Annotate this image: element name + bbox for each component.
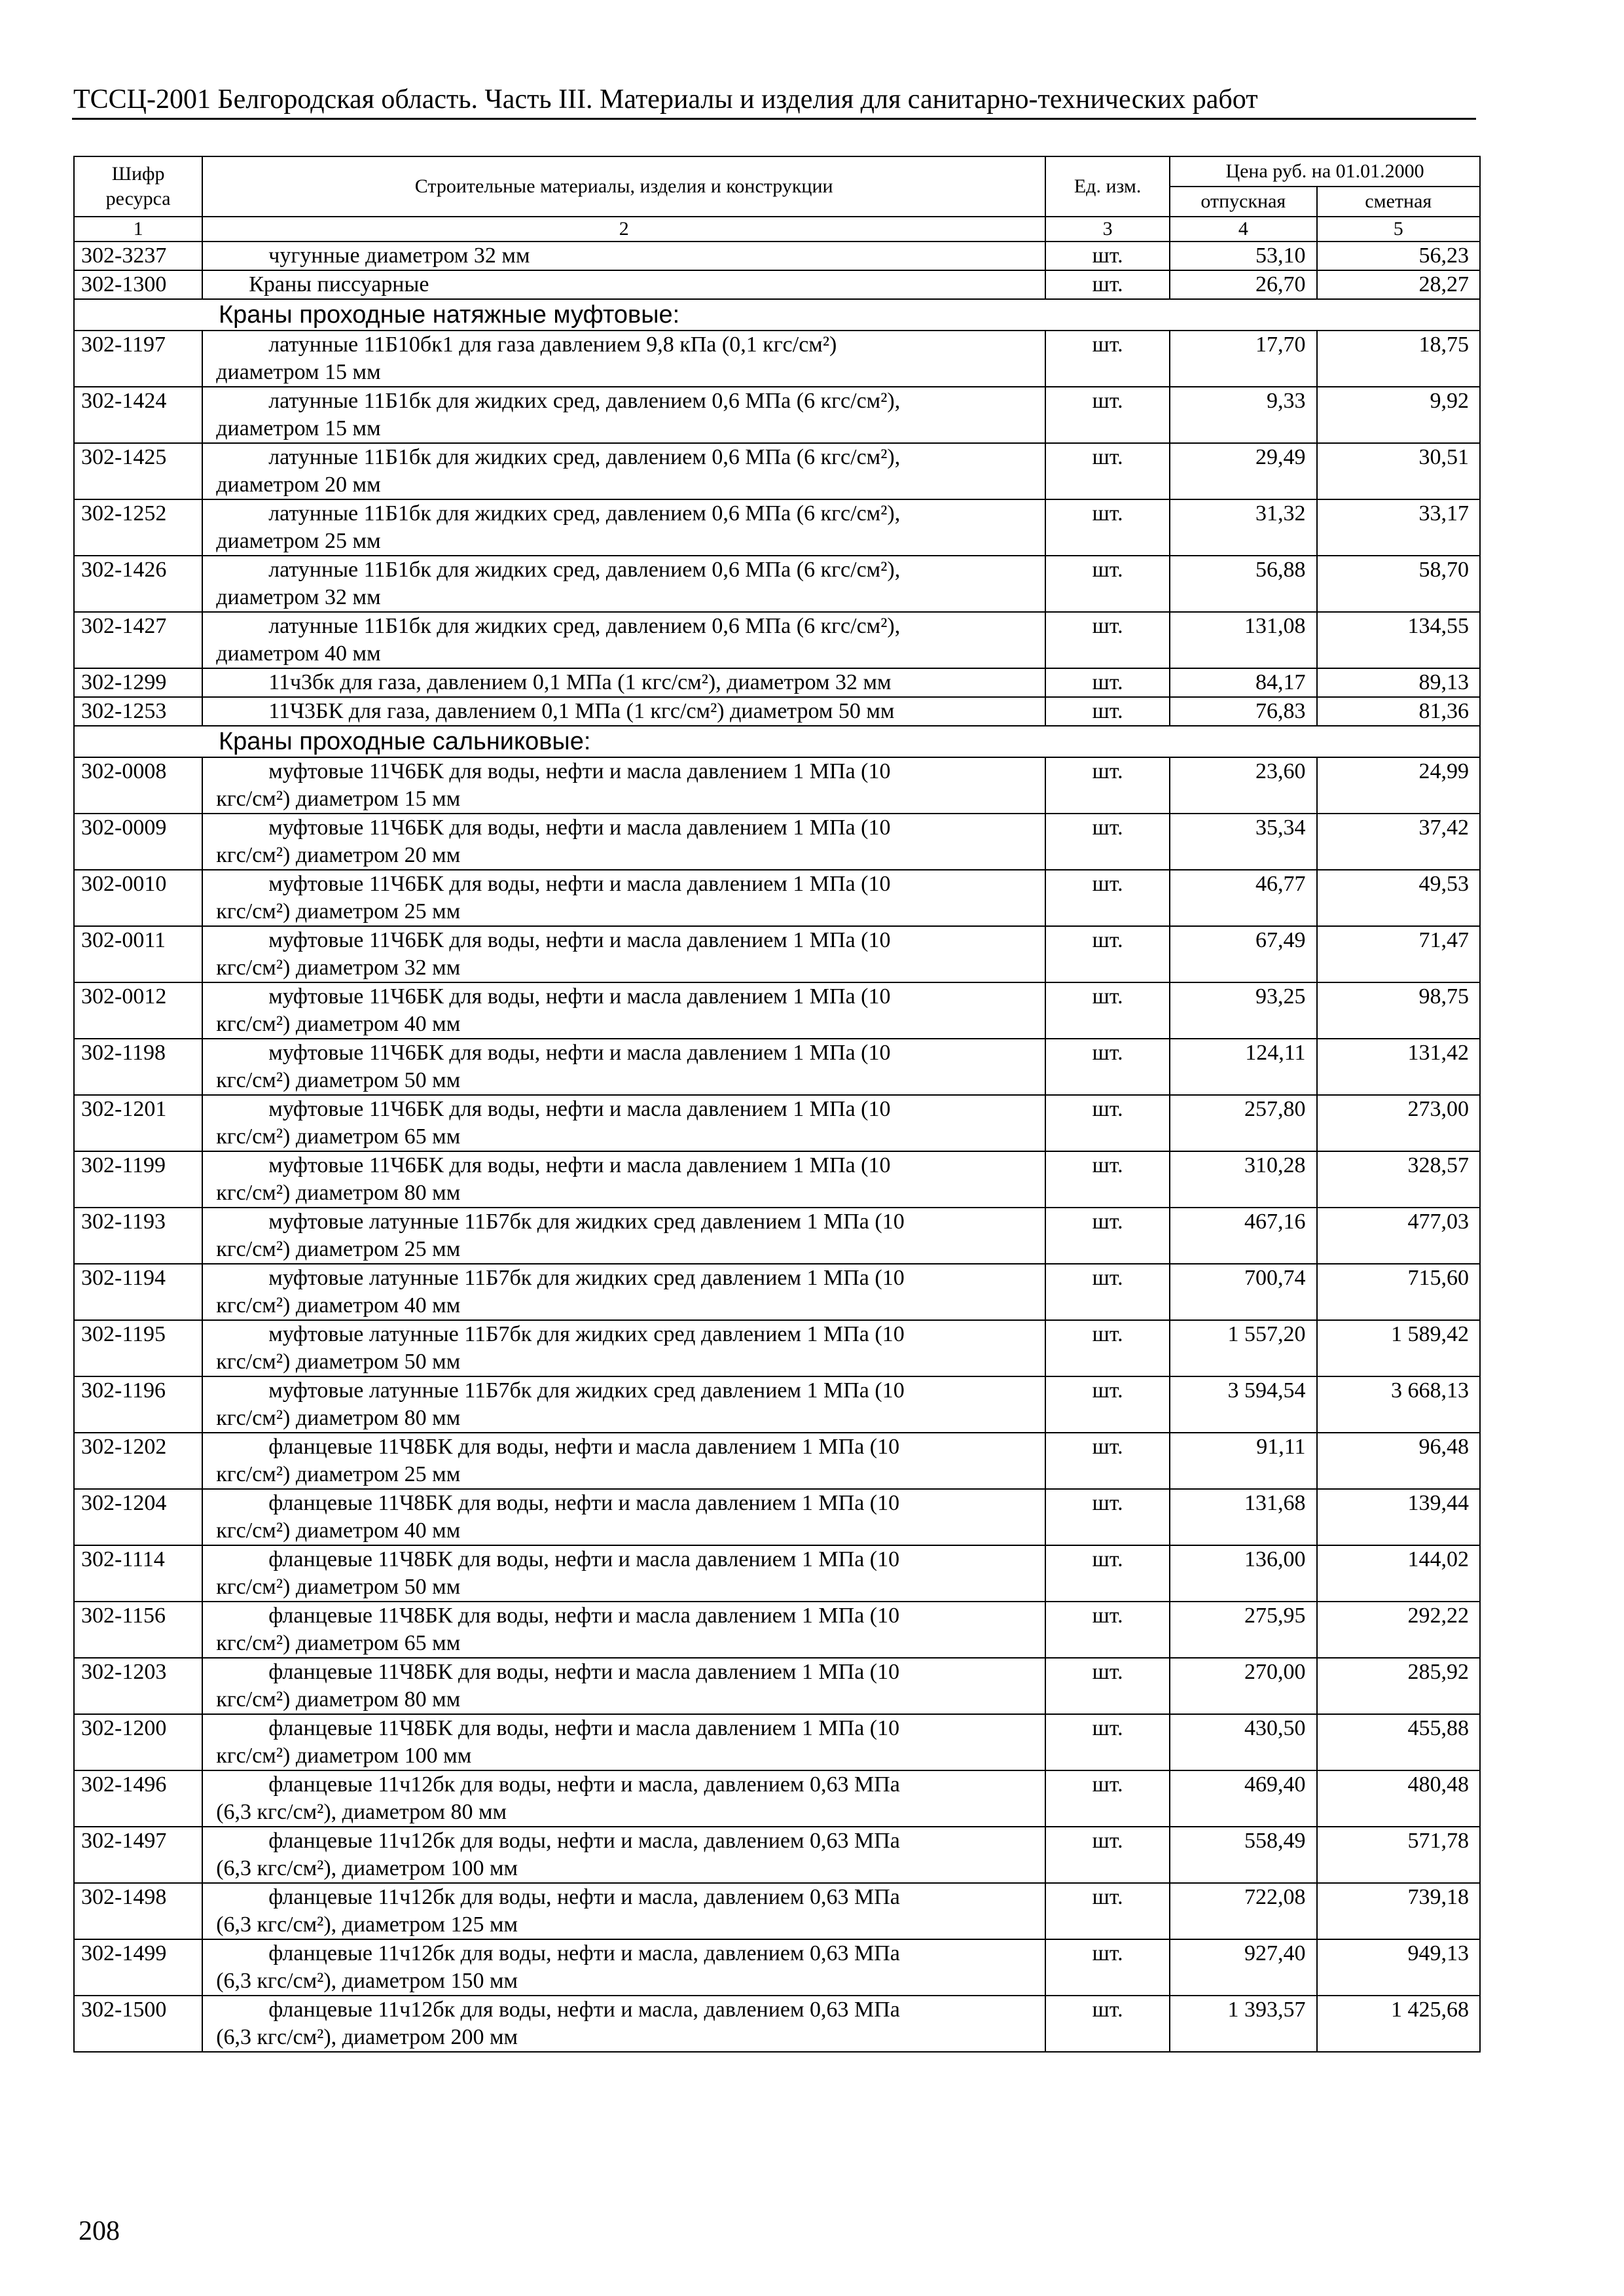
estimate-price: 131,42 bbox=[1317, 1039, 1480, 1095]
section-title: Краны проходные сальниковые: bbox=[74, 726, 1480, 757]
release-price: 3 594,54 bbox=[1170, 1376, 1316, 1433]
material-name bbox=[202, 697, 1045, 726]
release-price: 469,40 bbox=[1170, 1770, 1316, 1827]
release-price: 1 393,57 bbox=[1170, 1996, 1316, 2052]
header-name: Строительные материалы, изделия и конструкции bbox=[202, 156, 1045, 217]
material-name-line1: муфтовые 11Ч6БК для воды, нефти и масла давлением 1 МПа (10 bbox=[268, 872, 891, 896]
release-price: 430,50 bbox=[1170, 1714, 1316, 1770]
table-row bbox=[74, 870, 1480, 926]
material-name-line2: кгс/см²) диаметром 100 мм bbox=[216, 1744, 472, 1768]
section-title: Краны проходные натяжные муфтовые: bbox=[74, 299, 1480, 331]
release-price: 56,88 bbox=[1170, 556, 1316, 612]
table-row bbox=[74, 1658, 1480, 1714]
material-name-line1: 11ч3бк для газа, давлением 0,1 МПа (1 кгс/см²), диаметром 32 мм bbox=[268, 670, 892, 694]
estimate-price: 49,53 bbox=[1317, 870, 1480, 926]
estimate-price: 328,57 bbox=[1317, 1151, 1480, 1208]
resource-code: 302-1201 bbox=[74, 1095, 202, 1151]
release-price: 136,00 bbox=[1170, 1545, 1316, 1602]
unit-cell: шт. bbox=[1045, 757, 1170, 814]
estimate-price: 285,92 bbox=[1317, 1658, 1480, 1714]
unit-cell: шт. bbox=[1045, 982, 1170, 1039]
column-number: 2 bbox=[202, 217, 1045, 242]
column-number: 3 bbox=[1045, 217, 1170, 242]
material-name-line2: (6,3 кгс/см²), диаметром 100 мм bbox=[216, 1856, 518, 1880]
release-price: 26,70 bbox=[1170, 270, 1316, 299]
resource-code: 302-1499 bbox=[74, 1939, 202, 1996]
unit-cell: шт. bbox=[1045, 1883, 1170, 1939]
material-name bbox=[202, 1996, 1045, 2052]
estimate-price: 571,78 bbox=[1317, 1827, 1480, 1883]
estimate-price: 96,48 bbox=[1317, 1433, 1480, 1489]
material-name-line2: кгс/см²) диаметром 40 мм bbox=[216, 1293, 461, 1318]
release-price: 93,25 bbox=[1170, 982, 1316, 1039]
release-price: 131,08 bbox=[1170, 612, 1316, 668]
release-price: 91,11 bbox=[1170, 1433, 1316, 1489]
material-name-line2: кгс/см²) диаметром 25 мм bbox=[216, 1237, 461, 1261]
resource-code: 302-1194 bbox=[74, 1264, 202, 1320]
release-price: 558,49 bbox=[1170, 1827, 1316, 1883]
material-name bbox=[202, 443, 1045, 499]
material-name-line1: фланцевые 11Ч8БК для воды, нефти и масла давлением 1 МПа (10 bbox=[268, 1547, 900, 1571]
estimate-price: 28,27 bbox=[1317, 270, 1480, 299]
table-row bbox=[74, 982, 1480, 1039]
resource-code: 302-1253 bbox=[74, 697, 202, 726]
unit-cell: шт. bbox=[1045, 1264, 1170, 1320]
unit-cell: шт. bbox=[1045, 814, 1170, 870]
table-row bbox=[74, 1320, 1480, 1376]
release-price: 35,34 bbox=[1170, 814, 1316, 870]
table-row bbox=[74, 1996, 1480, 2052]
table-row bbox=[74, 1433, 1480, 1489]
resource-code: 302-1156 bbox=[74, 1602, 202, 1658]
estimate-price: 30,51 bbox=[1317, 443, 1480, 499]
estimate-price: 33,17 bbox=[1317, 499, 1480, 556]
material-name bbox=[202, 1376, 1045, 1433]
table-row bbox=[74, 1939, 1480, 1996]
unit-cell: шт. bbox=[1045, 1714, 1170, 1770]
material-name-line2: диаметром 15 мм bbox=[216, 360, 381, 384]
resource-code: 302-0010 bbox=[74, 870, 202, 926]
material-name-line2: кгс/см²) диаметром 15 мм bbox=[216, 787, 461, 811]
table-row bbox=[74, 1039, 1480, 1095]
resource-code: 302-1252 bbox=[74, 499, 202, 556]
unit-cell: шт. bbox=[1045, 1770, 1170, 1827]
material-name-line2: кгс/см²) диаметром 50 мм bbox=[216, 1350, 461, 1374]
resource-code: 302-0011 bbox=[74, 926, 202, 982]
material-name-line1: фланцевые 11Ч8БК для воды, нефти и масла давлением 1 МПа (10 bbox=[268, 1716, 900, 1740]
material-name-line1: латунные 11Б10бк1 для газа давлением 9,8 кПа (0,1 кгс/см²) bbox=[268, 332, 837, 357]
material-name-line2: кгс/см²) диаметром 50 мм bbox=[216, 1068, 461, 1092]
header-price: Цена руб. на 01.01.2000 bbox=[1170, 156, 1480, 187]
header-unit: Ед. изм. bbox=[1045, 156, 1170, 217]
material-name-line1: фланцевые 11ч12бк для воды, нефти и масла, давлением 0,63 МПа bbox=[268, 1772, 900, 1797]
resource-code: 302-1300 bbox=[74, 270, 202, 299]
estimate-price: 949,13 bbox=[1317, 1939, 1480, 1996]
release-price: 275,95 bbox=[1170, 1602, 1316, 1658]
table-row bbox=[74, 1208, 1480, 1264]
material-name-line1: фланцевые 11ч12бк для воды, нефти и масла, давлением 0,63 МПа bbox=[268, 1885, 900, 1909]
estimate-price: 134,55 bbox=[1317, 612, 1480, 668]
material-name-line1: латунные 11Б1бк для жидких сред, давлением 0,6 МПа (6 кгс/см²), bbox=[268, 558, 901, 582]
estimate-price: 56,23 bbox=[1317, 242, 1480, 270]
material-name bbox=[202, 1151, 1045, 1208]
release-price: 9,33 bbox=[1170, 387, 1316, 443]
resource-code: 302-1427 bbox=[74, 612, 202, 668]
material-name bbox=[202, 1827, 1045, 1883]
header-code: Шифр ресурса bbox=[74, 156, 202, 217]
material-name-line1: латунные 11Б1бк для жидких сред, давлением 0,6 МПа (6 кгс/см²), bbox=[268, 614, 901, 638]
material-name-line2: диаметром 25 мм bbox=[216, 529, 381, 553]
material-name bbox=[202, 1095, 1045, 1151]
section-header-row bbox=[74, 726, 1480, 757]
estimate-price: 1 425,68 bbox=[1317, 1996, 1480, 2052]
material-name-line2: кгс/см²) диаметром 20 мм bbox=[216, 843, 461, 867]
table-row bbox=[74, 814, 1480, 870]
material-name-line1: муфтовые 11Ч6БК для воды, нефти и масла давлением 1 МПа (10 bbox=[268, 759, 891, 783]
table-row bbox=[74, 1602, 1480, 1658]
release-price: 17,70 bbox=[1170, 331, 1316, 387]
release-price: 467,16 bbox=[1170, 1208, 1316, 1264]
unit-cell: шт. bbox=[1045, 926, 1170, 982]
material-name-line2: (6,3 кгс/см²), диаметром 80 мм bbox=[216, 1800, 507, 1824]
estimate-price: 37,42 bbox=[1317, 814, 1480, 870]
resource-code: 302-1500 bbox=[74, 1996, 202, 2052]
estimate-price: 18,75 bbox=[1317, 331, 1480, 387]
release-price: 310,28 bbox=[1170, 1151, 1316, 1208]
resource-code: 302-1195 bbox=[74, 1320, 202, 1376]
estimate-price: 24,99 bbox=[1317, 757, 1480, 814]
table-row bbox=[74, 1883, 1480, 1939]
material-name-line1: 11Ч3БК для газа, давлением 0,1 МПа (1 кгс/см²) диаметром 50 мм bbox=[268, 699, 895, 723]
unit-cell: шт. bbox=[1045, 1827, 1170, 1883]
column-numbers-row bbox=[74, 217, 1480, 242]
material-name-line1: муфтовые 11Ч6БК для воды, нефти и масла давлением 1 МПа (10 bbox=[268, 1153, 891, 1177]
material-name-line2: диаметром 40 мм bbox=[216, 641, 381, 666]
estimate-price: 292,22 bbox=[1317, 1602, 1480, 1658]
material-name bbox=[202, 1939, 1045, 1996]
material-name-line2: кгс/см²) диаметром 65 мм bbox=[216, 1124, 461, 1149]
material-name-line2: кгс/см²) диаметром 25 мм bbox=[216, 1462, 461, 1486]
resource-code: 302-1200 bbox=[74, 1714, 202, 1770]
header-release-price: отпускная bbox=[1170, 187, 1316, 217]
price-table-container bbox=[73, 156, 1481, 2053]
release-price: 927,40 bbox=[1170, 1939, 1316, 1996]
table-row bbox=[74, 697, 1480, 726]
table-row bbox=[74, 1545, 1480, 1602]
unit-cell: шт. bbox=[1045, 1039, 1170, 1095]
material-name bbox=[202, 331, 1045, 387]
material-name bbox=[202, 612, 1045, 668]
table-row bbox=[74, 668, 1480, 697]
table-row bbox=[74, 1714, 1480, 1770]
estimate-price: 480,48 bbox=[1317, 1770, 1480, 1827]
table-body bbox=[74, 242, 1480, 2052]
material-name-line1: латунные 11Б1бк для жидких сред, давлением 0,6 МПа (6 кгс/см²), bbox=[268, 501, 901, 526]
unit-cell: шт. bbox=[1045, 556, 1170, 612]
table-row bbox=[74, 1770, 1480, 1827]
material-name-line2: кгс/см²) диаметром 50 мм bbox=[216, 1575, 461, 1599]
material-name-line1: фланцевые 11Ч8БК для воды, нефти и масла давлением 1 МПа (10 bbox=[268, 1435, 900, 1459]
unit-cell: шт. bbox=[1045, 1996, 1170, 2052]
material-name bbox=[202, 757, 1045, 814]
resource-code: 302-1197 bbox=[74, 331, 202, 387]
unit-cell: шт. bbox=[1045, 612, 1170, 668]
material-name-line1: муфтовые латунные 11Б7бк для жидких сред давлением 1 МПа (10 bbox=[268, 1266, 905, 1290]
resource-code: 302-1425 bbox=[74, 443, 202, 499]
release-price: 84,17 bbox=[1170, 668, 1316, 697]
table-row bbox=[74, 242, 1480, 270]
unit-cell: шт. bbox=[1045, 870, 1170, 926]
unit-cell: шт. bbox=[1045, 1545, 1170, 1602]
header-rule bbox=[72, 118, 1476, 120]
material-name bbox=[202, 270, 1045, 299]
unit-cell: шт. bbox=[1045, 499, 1170, 556]
material-name bbox=[202, 1602, 1045, 1658]
material-name bbox=[202, 1883, 1045, 1939]
release-price: 700,74 bbox=[1170, 1264, 1316, 1320]
material-name bbox=[202, 1770, 1045, 1827]
material-name-line2: (6,3 кгс/см²), диаметром 200 мм bbox=[216, 2025, 518, 2049]
column-number: 4 bbox=[1170, 217, 1316, 242]
unit-cell: шт. bbox=[1045, 1320, 1170, 1376]
material-name bbox=[202, 499, 1045, 556]
material-name-text: Краны писсуарные bbox=[249, 272, 429, 296]
unit-cell: шт. bbox=[1045, 331, 1170, 387]
table-row bbox=[74, 1264, 1480, 1320]
material-name-line1: муфтовые 11Ч6БК для воды, нефти и масла давлением 1 МПа (10 bbox=[268, 1097, 891, 1121]
material-name bbox=[202, 1264, 1045, 1320]
table-row bbox=[74, 1376, 1480, 1433]
material-name-line1: латунные 11Б1бк для жидких сред, давлением 0,6 МПа (6 кгс/см²), bbox=[268, 445, 901, 469]
unit-cell: шт. bbox=[1045, 387, 1170, 443]
resource-code: 302-1196 bbox=[74, 1376, 202, 1433]
estimate-price: 477,03 bbox=[1317, 1208, 1480, 1264]
material-name bbox=[202, 814, 1045, 870]
material-name bbox=[202, 242, 1045, 270]
release-price: 29,49 bbox=[1170, 443, 1316, 499]
estimate-price: 71,47 bbox=[1317, 926, 1480, 982]
material-name bbox=[202, 387, 1045, 443]
unit-cell: шт. bbox=[1045, 1095, 1170, 1151]
unit-cell: шт. bbox=[1045, 668, 1170, 697]
material-name-line1: фланцевые 11ч12бк для воды, нефти и масла, давлением 0,63 МПа bbox=[268, 1829, 900, 1853]
material-name-line1: муфтовые латунные 11Б7бк для жидких сред давлением 1 МПа (10 bbox=[268, 1322, 905, 1346]
material-name bbox=[202, 1545, 1045, 1602]
material-name-line2: кгс/см²) диаметром 80 мм bbox=[216, 1687, 461, 1712]
table-row bbox=[74, 1151, 1480, 1208]
table-row bbox=[74, 387, 1480, 443]
material-name-text: чугунные диаметром 32 мм bbox=[268, 243, 530, 268]
material-name bbox=[202, 982, 1045, 1039]
material-name-line1: фланцевые 11ч12бк для воды, нефти и масла, давлением 0,63 МПа bbox=[268, 1941, 900, 1965]
release-price: 722,08 bbox=[1170, 1883, 1316, 1939]
table-row bbox=[74, 1095, 1480, 1151]
column-number: 1 bbox=[74, 217, 202, 242]
unit-cell: шт. bbox=[1045, 242, 1170, 270]
page-header-title: ТССЦ-2001 Белгородская область. Часть III. Материалы и изделия для санитарно-технических работ bbox=[73, 84, 1258, 115]
material-name-line1: муфтовые 11Ч6БК для воды, нефти и масла давлением 1 МПа (10 bbox=[268, 984, 891, 1009]
unit-cell: шт. bbox=[1045, 1208, 1170, 1264]
estimate-price: 273,00 bbox=[1317, 1095, 1480, 1151]
estimate-price: 98,75 bbox=[1317, 982, 1480, 1039]
release-price: 270,00 bbox=[1170, 1658, 1316, 1714]
resource-code: 302-1496 bbox=[74, 1770, 202, 1827]
material-name bbox=[202, 1208, 1045, 1264]
material-name bbox=[202, 870, 1045, 926]
material-name bbox=[202, 1658, 1045, 1714]
material-name-line1: латунные 11Б1бк для жидких сред, давлением 0,6 МПа (6 кгс/см²), bbox=[268, 389, 901, 413]
release-price: 46,77 bbox=[1170, 870, 1316, 926]
estimate-price: 715,60 bbox=[1317, 1264, 1480, 1320]
release-price: 31,32 bbox=[1170, 499, 1316, 556]
unit-cell: шт. bbox=[1045, 1602, 1170, 1658]
column-number: 5 bbox=[1317, 217, 1480, 242]
material-name-line1: муфтовые латунные 11Б7бк для жидких сред давлением 1 МПа (10 bbox=[268, 1210, 905, 1234]
material-name-line2: кгс/см²) диаметром 32 мм bbox=[216, 956, 461, 980]
table-row bbox=[74, 757, 1480, 814]
material-name-line1: фланцевые 11ч12бк для воды, нефти и масла, давлением 0,63 МПа bbox=[268, 1998, 900, 2022]
header-estimate-price: сметная bbox=[1317, 187, 1480, 217]
material-name bbox=[202, 1433, 1045, 1489]
resource-code: 302-0008 bbox=[74, 757, 202, 814]
material-name-line2: кгс/см²) диаметром 40 мм bbox=[216, 1012, 461, 1036]
material-name-line2: кгс/см²) диаметром 25 мм bbox=[216, 899, 461, 924]
resource-code: 302-0012 bbox=[74, 982, 202, 1039]
estimate-price: 89,13 bbox=[1317, 668, 1480, 697]
unit-cell: шт. bbox=[1045, 1489, 1170, 1545]
resource-code: 302-1424 bbox=[74, 387, 202, 443]
estimate-price: 9,92 bbox=[1317, 387, 1480, 443]
resource-code: 302-1497 bbox=[74, 1827, 202, 1883]
resource-code: 302-3237 bbox=[74, 242, 202, 270]
resource-code: 302-1114 bbox=[74, 1545, 202, 1602]
resource-code: 302-1203 bbox=[74, 1658, 202, 1714]
estimate-price: 58,70 bbox=[1317, 556, 1480, 612]
unit-cell: шт. bbox=[1045, 1939, 1170, 1996]
estimate-price: 144,02 bbox=[1317, 1545, 1480, 1602]
material-name bbox=[202, 1320, 1045, 1376]
release-price: 23,60 bbox=[1170, 757, 1316, 814]
estimate-price: 81,36 bbox=[1317, 697, 1480, 726]
material-name bbox=[202, 1489, 1045, 1545]
material-name-line1: муфтовые латунные 11Б7бк для жидких сред давлением 1 МПа (10 bbox=[268, 1378, 905, 1403]
resource-code: 302-1498 bbox=[74, 1883, 202, 1939]
material-name-line2: (6,3 кгс/см²), диаметром 150 мм bbox=[216, 1969, 518, 1993]
material-name-line2: диаметром 32 мм bbox=[216, 585, 381, 609]
table-row bbox=[74, 1827, 1480, 1883]
release-price: 53,10 bbox=[1170, 242, 1316, 270]
material-name-line2: кгс/см²) диаметром 65 мм bbox=[216, 1631, 461, 1655]
resource-code: 302-1204 bbox=[74, 1489, 202, 1545]
unit-cell: шт. bbox=[1045, 270, 1170, 299]
estimate-price: 3 668,13 bbox=[1317, 1376, 1480, 1433]
release-price: 76,83 bbox=[1170, 697, 1316, 726]
release-price: 124,11 bbox=[1170, 1039, 1316, 1095]
table-header-row bbox=[74, 156, 1480, 187]
release-price: 257,80 bbox=[1170, 1095, 1316, 1151]
estimate-price: 455,88 bbox=[1317, 1714, 1480, 1770]
table-row bbox=[74, 556, 1480, 612]
material-name-line2: диаметром 20 мм bbox=[216, 473, 381, 497]
estimate-price: 739,18 bbox=[1317, 1883, 1480, 1939]
material-name-line1: фланцевые 11Ч8БК для воды, нефти и масла давлением 1 МПа (10 bbox=[268, 1491, 900, 1515]
release-price: 131,68 bbox=[1170, 1489, 1316, 1545]
unit-cell: шт. bbox=[1045, 1376, 1170, 1433]
material-name-line2: кгс/см²) диаметром 40 мм bbox=[216, 1518, 461, 1543]
material-name-line1: муфтовые 11Ч6БК для воды, нефти и масла давлением 1 МПа (10 bbox=[268, 928, 891, 952]
table-row bbox=[74, 443, 1480, 499]
resource-code: 302-1202 bbox=[74, 1433, 202, 1489]
table-row bbox=[74, 926, 1480, 982]
page-number: 208 bbox=[79, 2216, 120, 2246]
section-header-row bbox=[74, 299, 1480, 331]
table-row bbox=[74, 1489, 1480, 1545]
material-name-line2: (6,3 кгс/см²), диаметром 125 мм bbox=[216, 1912, 518, 1937]
material-name-line2: диаметром 15 мм bbox=[216, 416, 381, 440]
resource-code: 302-1193 bbox=[74, 1208, 202, 1264]
resource-code: 302-1199 bbox=[74, 1151, 202, 1208]
material-name bbox=[202, 926, 1045, 982]
estimate-price: 139,44 bbox=[1317, 1489, 1480, 1545]
table-row bbox=[74, 612, 1480, 668]
release-price: 1 557,20 bbox=[1170, 1320, 1316, 1376]
table-row bbox=[74, 331, 1480, 387]
unit-cell: шт. bbox=[1045, 1433, 1170, 1489]
unit-cell: шт. bbox=[1045, 443, 1170, 499]
estimate-price: 1 589,42 bbox=[1317, 1320, 1480, 1376]
table-row bbox=[74, 499, 1480, 556]
material-name bbox=[202, 1039, 1045, 1095]
resource-code: 302-1198 bbox=[74, 1039, 202, 1095]
unit-cell: шт. bbox=[1045, 1151, 1170, 1208]
resource-code: 302-1426 bbox=[74, 556, 202, 612]
material-name-line1: муфтовые 11Ч6БК для воды, нефти и масла давлением 1 МПа (10 bbox=[268, 1041, 891, 1065]
unit-cell: шт. bbox=[1045, 697, 1170, 726]
price-table bbox=[73, 156, 1481, 2053]
material-name-line2: кгс/см²) диаметром 80 мм bbox=[216, 1181, 461, 1205]
material-name bbox=[202, 668, 1045, 697]
resource-code: 302-0009 bbox=[74, 814, 202, 870]
resource-code: 302-1299 bbox=[74, 668, 202, 697]
material-name-line2: кгс/см²) диаметром 80 мм bbox=[216, 1406, 461, 1430]
material-name-line1: фланцевые 11Ч8БК для воды, нефти и масла давлением 1 МПа (10 bbox=[268, 1604, 900, 1628]
material-name-line1: муфтовые 11Ч6БК для воды, нефти и масла давлением 1 МПа (10 bbox=[268, 816, 891, 840]
unit-cell: шт. bbox=[1045, 1658, 1170, 1714]
material-name-line1: фланцевые 11Ч8БК для воды, нефти и масла давлением 1 МПа (10 bbox=[268, 1660, 900, 1684]
material-name bbox=[202, 556, 1045, 612]
release-price: 67,49 bbox=[1170, 926, 1316, 982]
material-name bbox=[202, 1714, 1045, 1770]
table-row bbox=[74, 270, 1480, 299]
